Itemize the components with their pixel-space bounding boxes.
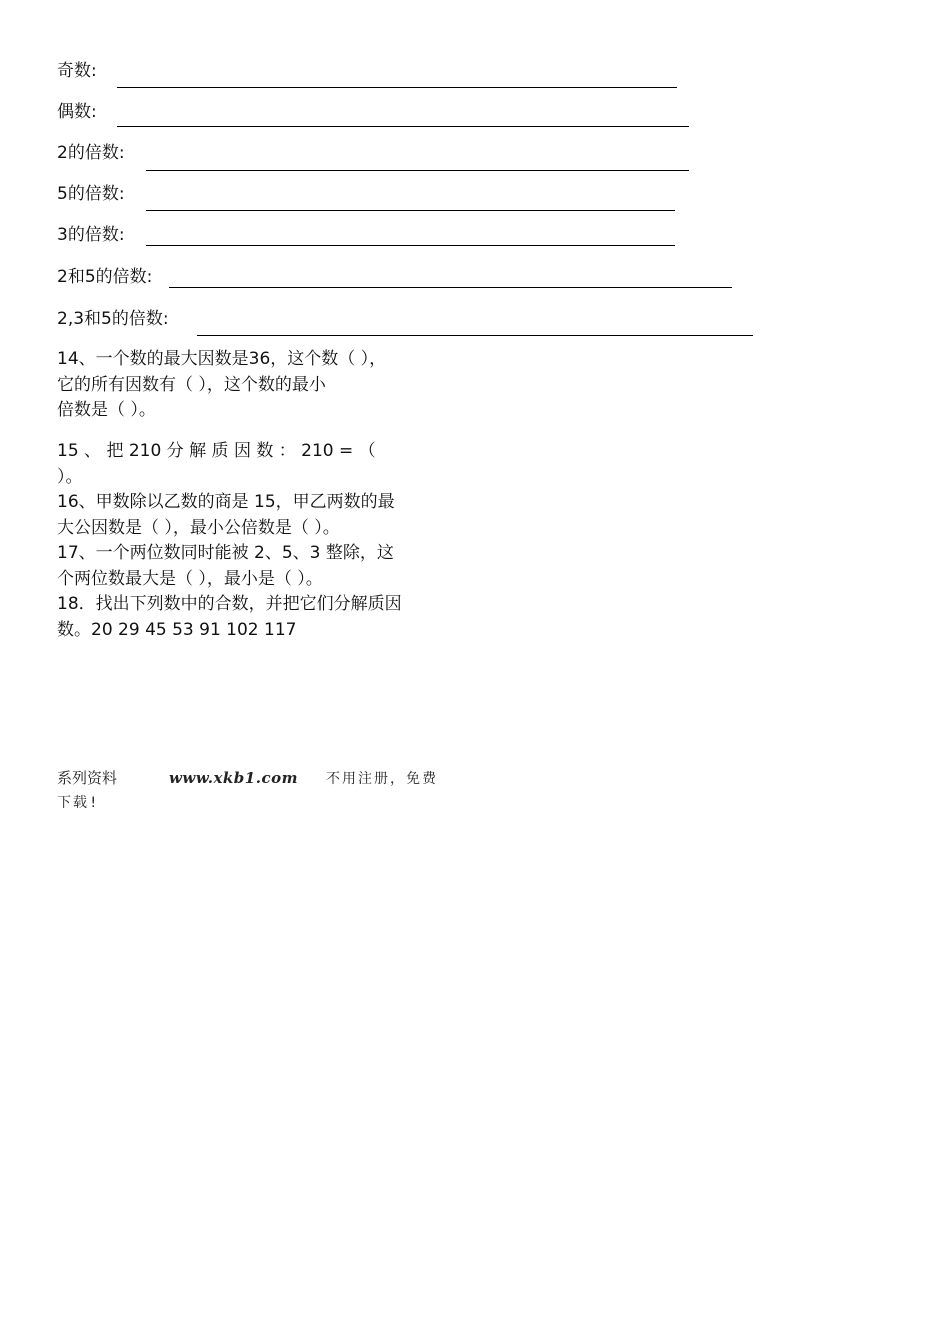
question-token: 解 (189, 441, 207, 461)
question-line: 个两位数最大是（ ），最小是（ ）。 (57, 568, 323, 589)
question-token: 分 (166, 441, 184, 461)
question-17 (57, 541, 449, 592)
footer-line (57, 766, 438, 791)
question-token: 质 (211, 441, 229, 461)
question-line: 17、一个两位数同时能被 2、5、3 整除，这 (57, 543, 394, 563)
fill-line-label: 5的倍数: (57, 184, 125, 204)
answer-line (146, 245, 675, 246)
question-line: 倍数是（ ）。 (57, 400, 156, 420)
question-token: 15 (57, 441, 79, 461)
question-token: 数 (256, 441, 274, 461)
question-token: 因 (233, 441, 251, 461)
footer-line-2: 下载! (57, 795, 100, 811)
question-token: 把 (106, 441, 124, 461)
answer-line (197, 335, 753, 336)
question-line: 18．找出下列数中的合数，并把它们分解质因 (57, 594, 402, 614)
question-line: 14、一个数的最大因数是36，这个数（ ）， (57, 349, 387, 369)
page-footer (57, 766, 438, 815)
fill-line-label: 3的倍数: (57, 225, 125, 245)
footer-brand-link[interactable]: www.xkb1.com (169, 769, 298, 787)
question-line: 它的所有因数有（ ），这个数的最小 (57, 374, 326, 395)
fill-line-label: 2和5的倍数: (57, 267, 153, 287)
footer-prefix: 系列资料 (57, 769, 118, 787)
question-token: 210 (128, 441, 162, 461)
question-token: （ (358, 441, 376, 461)
fill-line-label: 2的倍数: (57, 143, 125, 163)
fill-line-label: 偶数: (57, 102, 97, 122)
question-token: 、 (84, 441, 102, 461)
question-18 (57, 592, 449, 643)
answer-line (146, 210, 675, 211)
answer-line (169, 287, 732, 288)
answer-line (146, 170, 689, 171)
question-line: 数。20 29 45 53 91 102 117 (57, 619, 297, 640)
question-line: 大公因数是（ ），最小公倍数是（ ）。 (57, 517, 340, 538)
question-token: ： (278, 441, 296, 461)
answer-line (117, 126, 689, 127)
footer-note: 不用注册，免费 (325, 771, 438, 787)
question-token: 210 (301, 441, 334, 461)
question-16 (57, 490, 449, 541)
question-token: = (339, 441, 354, 461)
question-14 (57, 347, 449, 424)
question-line: 16、甲数除以乙数的商是 15，甲乙两数的最 (57, 492, 395, 512)
question-15 (57, 439, 449, 490)
answer-line (117, 87, 677, 88)
question-line: ）。 (57, 466, 83, 487)
question-line (57, 439, 449, 465)
fill-line-label: 2,3和5的倍数: (57, 309, 169, 329)
fill-line-label: 奇数: (57, 61, 97, 81)
